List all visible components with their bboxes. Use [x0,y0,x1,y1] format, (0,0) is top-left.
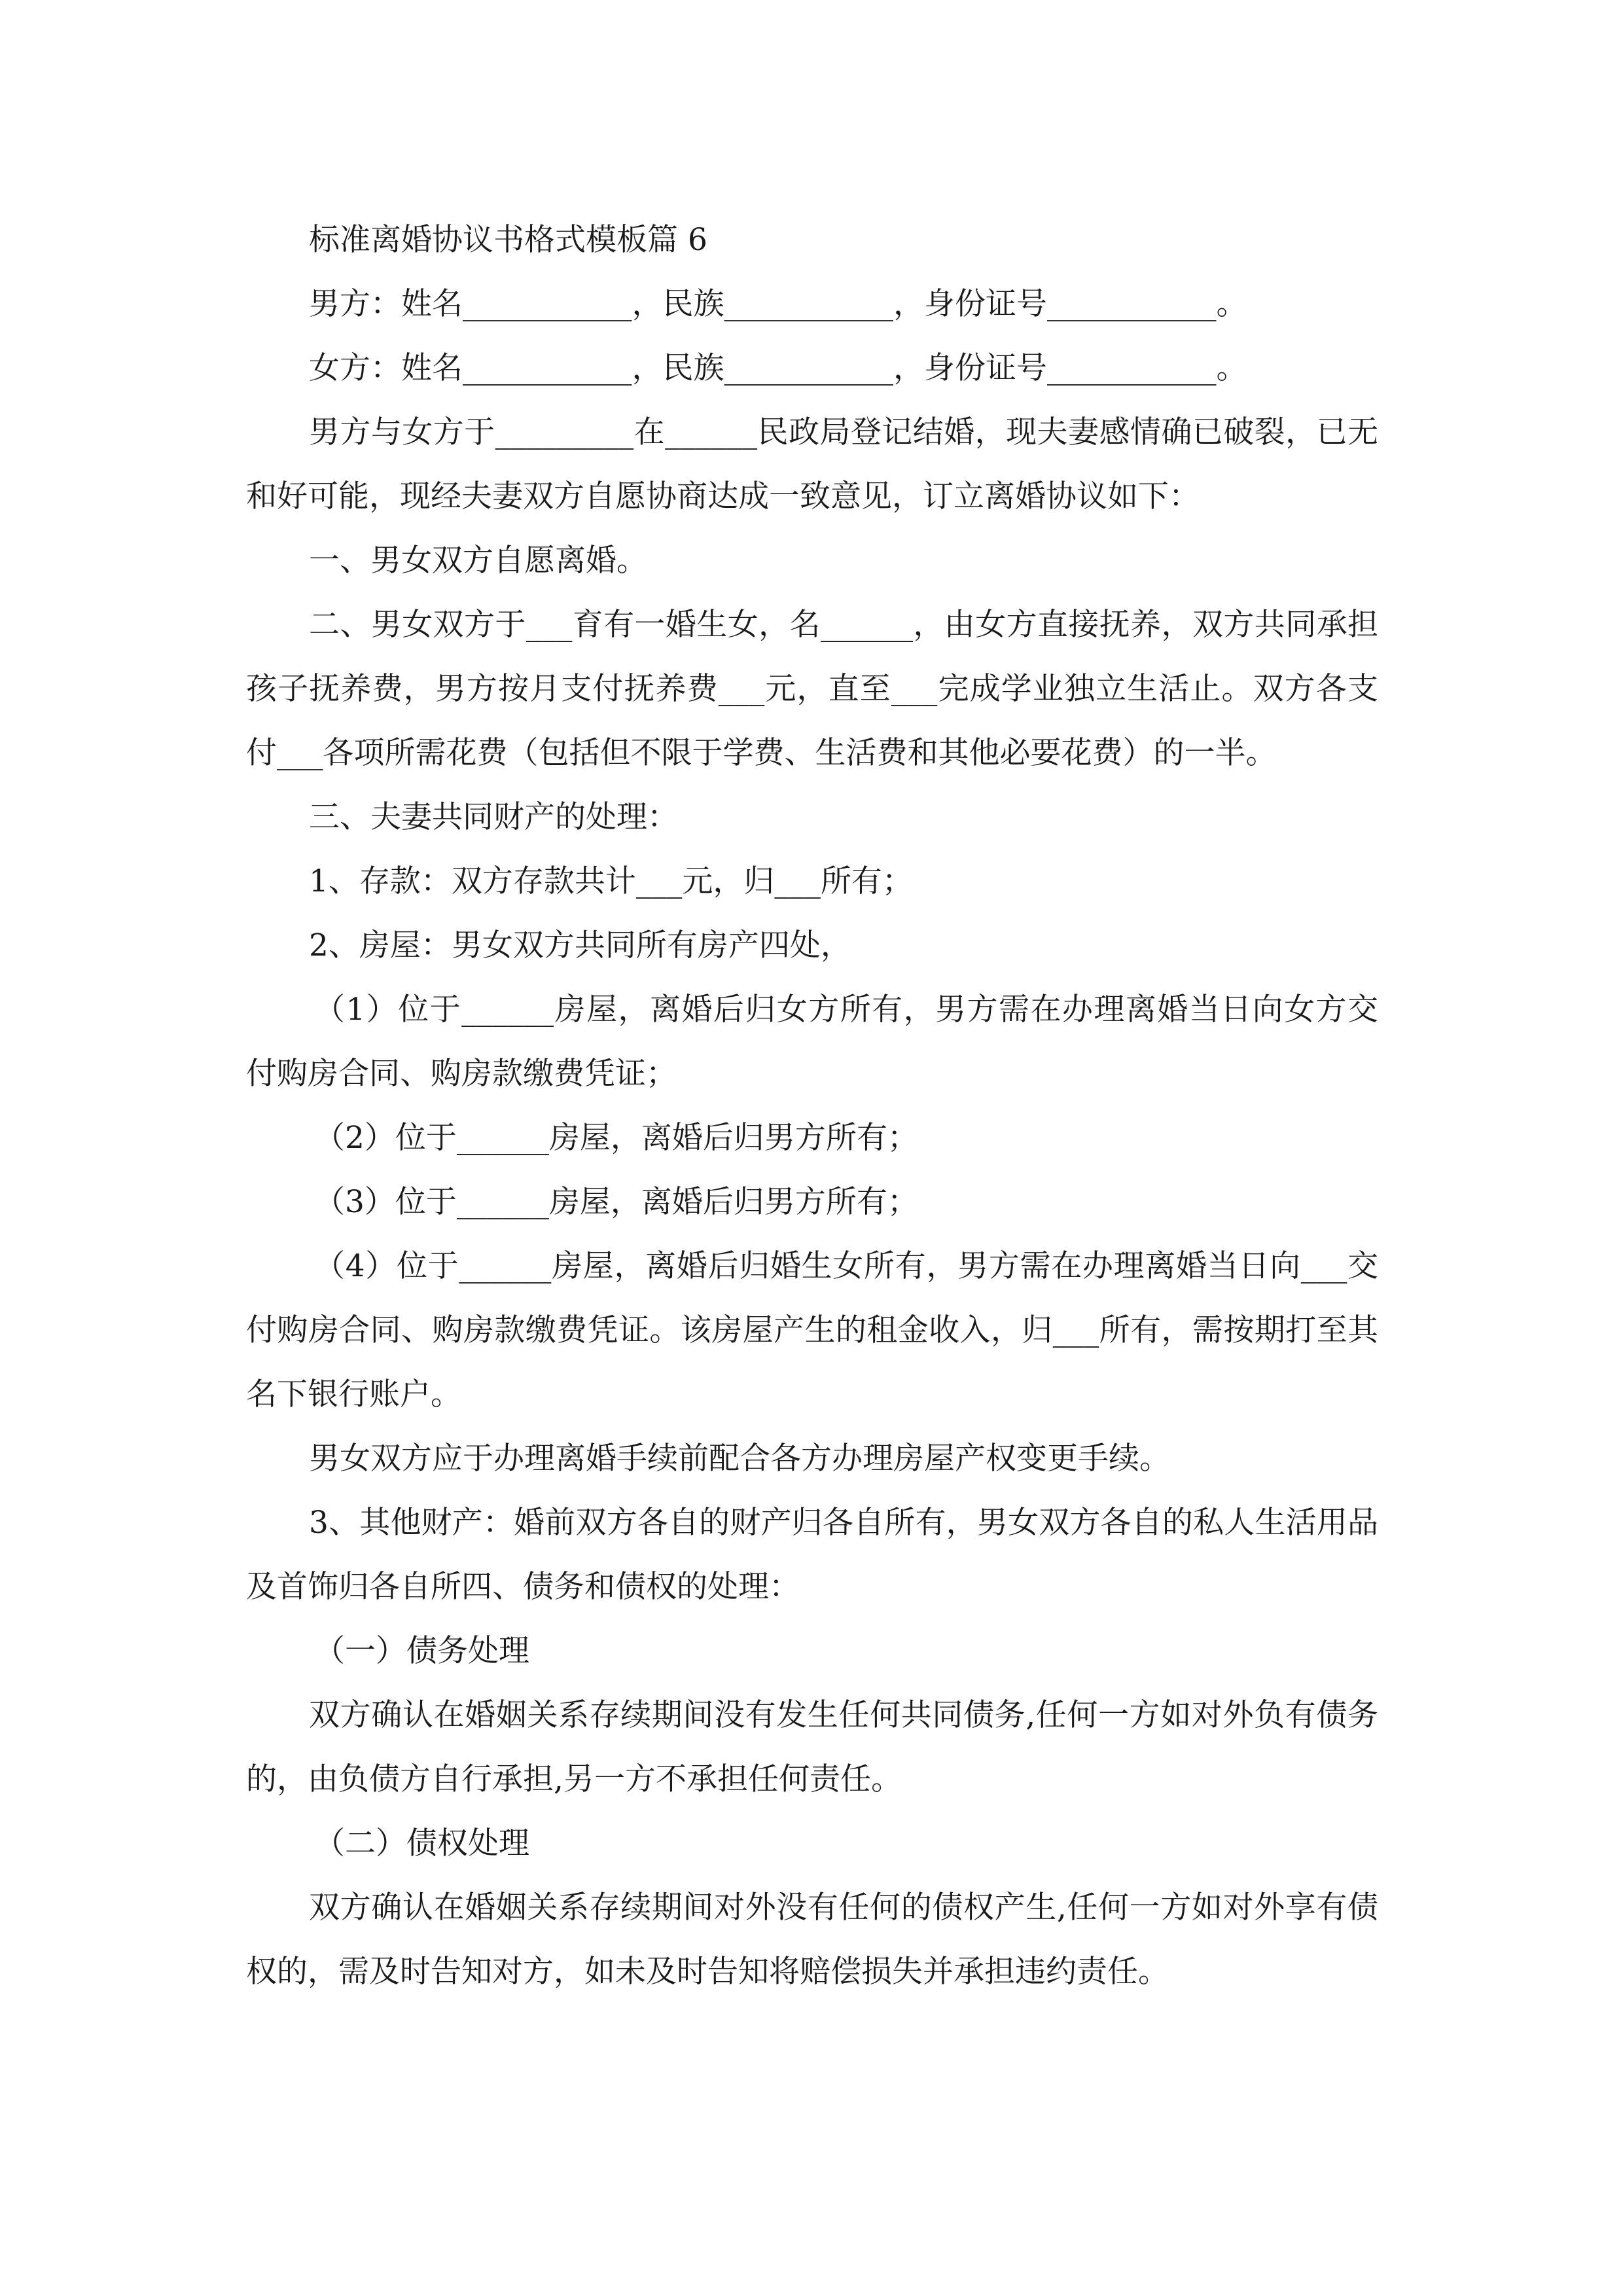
property-houses: 2、房屋：男女双方共同所有房产四处， [309,927,851,963]
claim-text: 双方确认在婚姻关系存续期间对外没有任何的债权产生,任何一方如对外享有债权的，需及时告知对方，如未及时告知将赔偿损失并承担违约责任。 [246,1890,1378,1990]
claim-heading: （二）债权处理 [314,1825,529,1861]
male-party-info: 男方：姓名___________，民族___________，身份证号___________。 [309,286,1247,322]
house-item-1: （1）位于______房屋，离婚后归女方所有，男方需在办理离婚当日向女方交付购房合同、购房款缴费凭证； [246,992,1378,1092]
property-deposits: 1、存款：双方存款共计___元，归___所有； [309,863,913,899]
house-item-3: （3）位于______房屋，离婚后归男方所有； [314,1184,918,1220]
house-item-4: （4）位于______房屋，离婚后归婚生女所有，男方需在办理离婚当日向___交付购房合同、购房款缴费凭证。该房屋产生的租金收入，归___所有，需按期打至其名下银行账户。 [246,1248,1378,1412]
document-title: 标准离婚协议书格式模板篇 6 [309,222,707,258]
house-item-2: （2）位于______房屋，离婚后归男方所有； [314,1120,918,1156]
debt-heading: （一）债务处理 [314,1633,529,1669]
debt-text: 双方确认在婚姻关系存续期间没有发生任何共同债务,任何一方如对外负有债务的，由负债方自行承担,另一方不承担任何责任。 [246,1697,1378,1797]
document-body [246,208,1378,2004]
clause-3-property-heading: 三、夫妻共同财产的处理： [309,799,678,835]
clause-2-child-custody: 二、男女双方于___育有一婚生女，名______，由女方直接抚养，双方共同承担孩子抚养费，男方按月支付抚养费___元，直至___完成学业独立生活止。双方各支付___各项所需花费（包括但不限于学费、生活费和其他必要花费）的一半。 [246,607,1378,771]
property-other: 3、其他财产：婚前双方各自的财产归各自所有，男女双方各自的私人生活用品及首饰归各自所四、债务和债权的处理： [246,1505,1378,1605]
female-party-info: 女方：姓名___________，民族___________，身份证号___________。 [309,350,1247,386]
property-transfer-note: 男女双方应于办理离婚手续前配合各方办理房屋产权变更手续。 [309,1441,1170,1477]
clause-1-divorce: 一、男女双方自愿离婚。 [309,543,647,579]
marriage-statement: 男方与女方于_________在______民政局登记结婚，现夫妻感情确已破裂，已无和好可能，现经夫妻双方自愿协商达成一致意见，订立离婚协议如下： [246,414,1378,514]
